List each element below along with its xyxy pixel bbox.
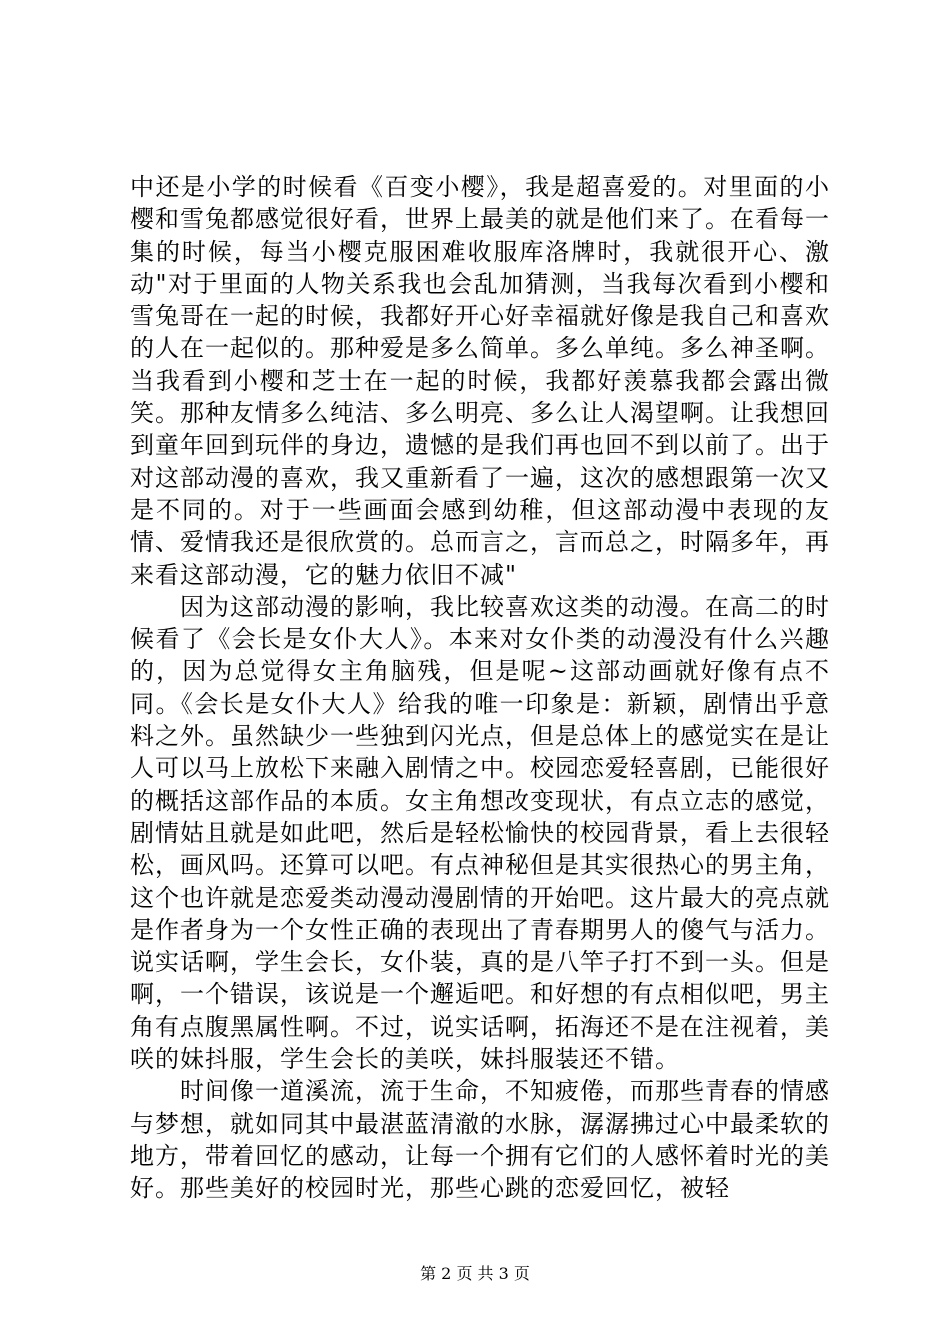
paragraph-2: 因为这部动漫的影响，我比较喜欢这类的动漫。在高二的时候看了《会长是女仆大人》。本来对女仆类的动漫没有什么兴趣的，因为总觉得女主角脑残，但是呢~这部动画就好像有点不同。《会长是女仆大人》给我的唯一印象是：新颖，剧情出乎意料之外。虽然缺少一些独到闪光点，但是总体上的感觉实在是让人可以马上放松下来融入剧情之中。校园恋爱轻喜剧，已能很好的概括这部作品的本质。女主角想改变现状，有点立志的感觉，剧情姑且就是如此吧，然后是轻松愉快的校园背景，看上去很轻松，画风吗。还算可以吧。有点神秘但是其实很热心的男主角，这个也许就是恋爱类动漫动漫剧情的开始吧。这片最大的亮点就是作者身为一个女性正确的表现出了青春期男人的傻气与活力。说实话啊，学生会长，女仆装，真的是八竿子打不到一头。但是啊，一个错误，该说是一个邂逅吧。和好想的有点相似吧，男主角有点腹黑属性啊。不过，说实话啊，拓海还不是在注视着，美咲的妹抖服，学生会长的美咲，妹抖服装还不错。 [130,592,830,1074]
paragraph-3: 时间像一道溪流，流于生命，不知疲倦，而那些青春的情感与梦想，就如同其中最湛蓝清澈的水脉，潺潺拂过心中最柔软的地方，带着回忆的感动，让每一个拥有它们的人感怀着时光的美好。那些美好的校园时光，那些心跳的恋爱回忆，被轻 [130,1077,830,1203]
paragraph-1: 中还是小学的时候看《百变小樱》，我是超喜爱的。对里面的小樱和雪兔都感觉很好看，世界上最美的就是他们来了。在看每一集的时候，每当小樱克服困难收服库洛牌时，我就很开心、激动"对于里面的人物关系我也会乱加猜测，当我每次看到小樱和雪兔哥在一起的时候，我都好开心好幸福就好像是我自己和喜欢的人在一起似的。那种爱是多么简单。多么单纯。多么神圣啊。当我看到小樱和芝士在一起的时候，我都好羡慕我都会露出微笑。那种友情多么纯洁、多么明亮、多么让人渴望啊。让我想回到童年回到玩伴的身边，遗憾的是我们再也回不到以前了。出于对这部动漫的喜欢，我又重新看了一遍，这次的感想跟第一次又是不同的。对于一些画面会感到幼稚，但这部动漫中表现的友情、爱情我还是很欣赏的。总而言之，言而总之，时隔多年，再来看这部动漫，它的魅力依旧不减" [130,173,830,589]
page-number-footer: 第 2 页 共 3 页 [420,1264,530,1283]
document-body [130,171,830,1205]
